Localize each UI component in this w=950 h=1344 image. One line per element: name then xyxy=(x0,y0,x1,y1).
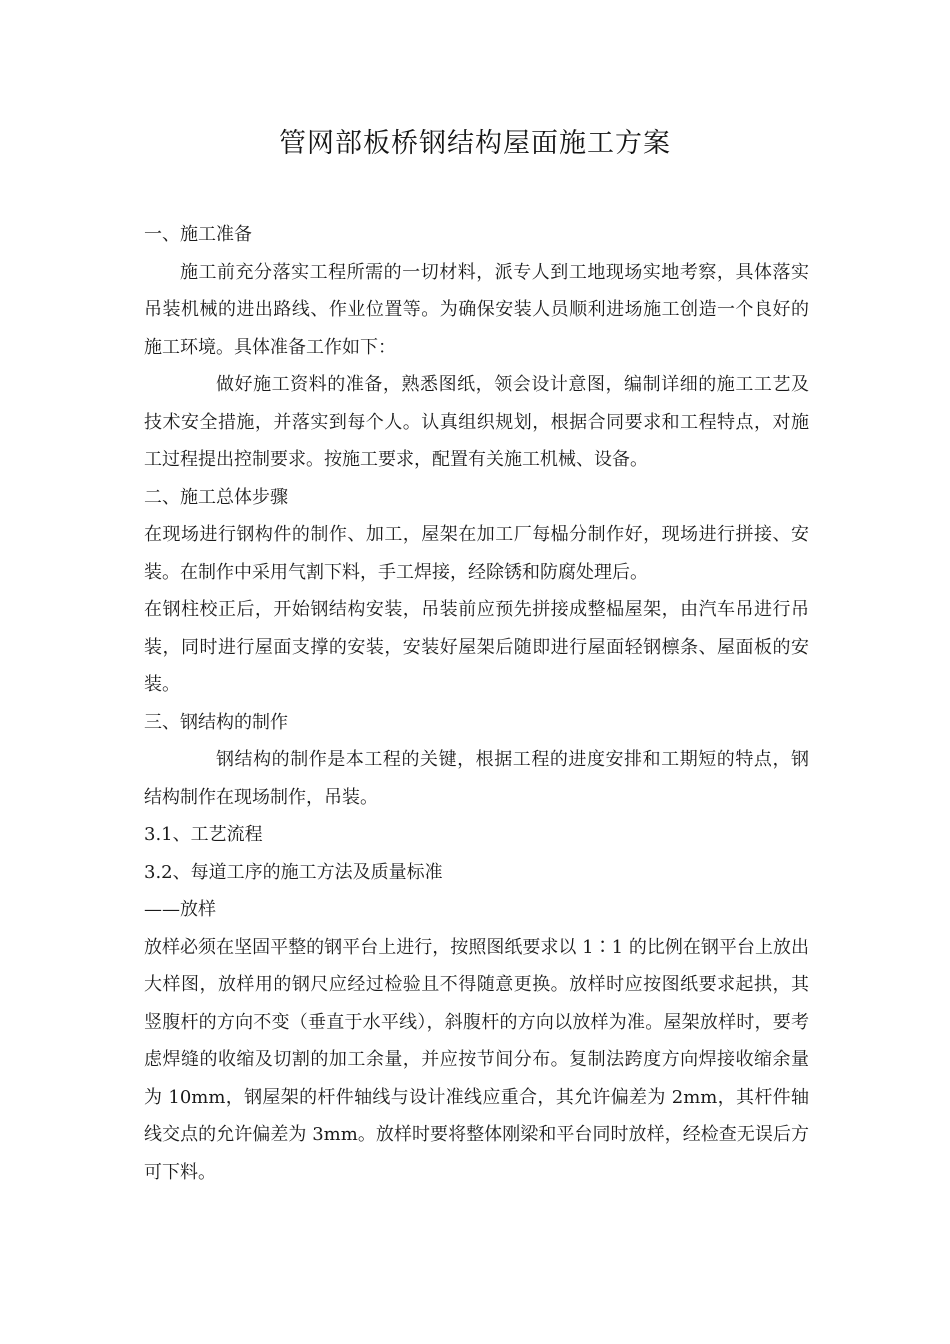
subsection-heading-process-flow: 3.1、工艺流程 xyxy=(144,824,263,845)
item-heading-layout: ——放样 xyxy=(144,899,216,920)
section-heading-preparation: 一、施工准备 xyxy=(144,224,252,245)
paragraph-preparation-details: 做好施工资料的准备，熟悉图纸，领会设计意图，编制详细的施工工艺及技术安全措施，并落实到每个人。认真组织规划，根据合同要求和工程特点，对施工过程提出控制要求。按施工要求，配置有关施工机械、设备。 xyxy=(144,374,809,470)
paragraph-preparation-intro: 施工前充分落实工程所需的一切材料，派专人到工地现场实地考察，具体落实吊装机械的进出路线、作业位置等。为确保安装人员顺利进场施工创造一个良好的施工环境。具体准备工作如下： xyxy=(144,261,809,358)
paragraph-layout-details: 放样必须在坚固平整的钢平台上进行，按照图纸要求以 1∶1 的比例在钢平台上放出大样图，放样用的钢尺应经过检验且不得随意更换。放样时应按图纸要求起拱，其竖腹杆的方向不变（垂直于水平线），斜腹杆的方向以放样为准。屋架放样时，要考虑焊缝的收缩及切割的加工余量，并应按节间分布。复制法跨度方向焊接收缩余量为 10mm，钢屋架的杆件轴线与设计准线应重合，其允许偏差为 2mm，其杆件轴线交点的允许偏差为 3mm。放样时要将整体刚梁和平台同时放样，经检查无误后方可下料。 xyxy=(144,936,809,1183)
paragraph-steps-installation: 在钢柱校正后，开始钢结构安装，吊装前应预先拼接成整榀屋架，由汽车吊进行吊装，同时进行屋面支撑的安装，安装好屋架后随即进行屋面轻钢檩条、屋面板的安装。 xyxy=(144,599,809,695)
subsection-heading-methods-standards: 3.2、每道工序的施工方法及质量标准 xyxy=(144,861,443,883)
section-heading-overall-steps: 二、施工总体步骤 xyxy=(144,486,288,508)
document-title: 管网部板桥钢结构屋面施工方案 xyxy=(279,128,671,159)
paragraph-steps-fabrication: 在现场进行钢构件的制作、加工，屋架在加工厂每榀分制作好，现场进行拼接、安装。在制作中采用气割下料，手工焊接，经除锈和防腐处理后。 xyxy=(144,524,809,583)
section-heading-steel-fabrication: 三、钢结构的制作 xyxy=(144,711,288,733)
paragraph-fabrication-key: 钢结构的制作是本工程的关键，根据工程的进度安排和工期短的特点，钢结构制作在现场制作，吊装。 xyxy=(144,749,809,808)
document-body xyxy=(144,216,809,1191)
